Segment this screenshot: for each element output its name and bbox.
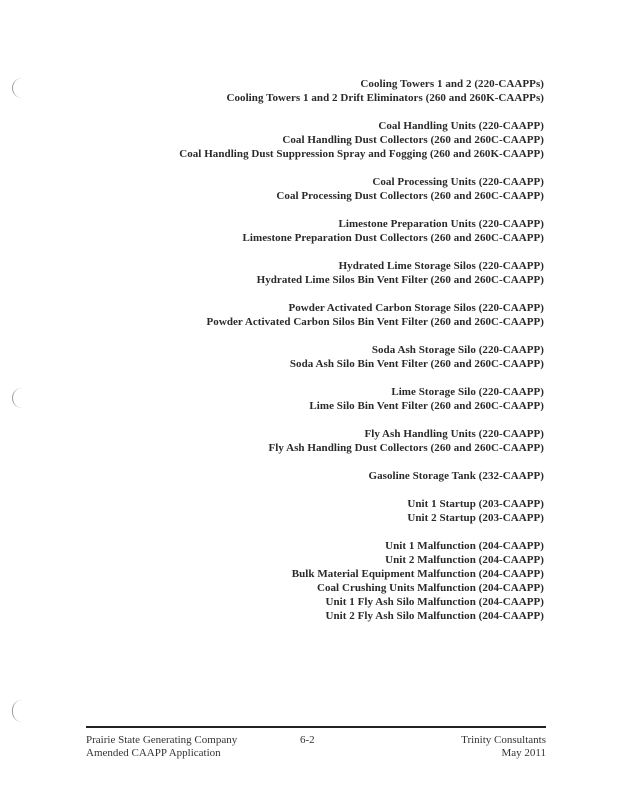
list-item: Bulk Material Equipment Malfunction (204-CAAPP) <box>291 568 544 580</box>
list-item: Powder Activated Carbon Silos Bin Vent Filter (260 and 260C-CAAPP) <box>206 316 544 328</box>
list-item: Coal Processing Units (220-CAAPP) <box>372 176 544 188</box>
list-item: Soda Ash Silo Bin Vent Filter (260 and 260C-CAAPP) <box>289 358 544 370</box>
list-item: Hydrated Lime Silos Bin Vent Filter (260 and 260C-CAAPP) <box>256 274 544 286</box>
list-item: Unit 2 Startup (203-CAAPP) <box>407 512 544 524</box>
footer-divider <box>86 726 546 728</box>
list-item: Coal Handling Dust Suppression Spray and Fogging (260 and 260K-CAAPP) <box>179 148 544 160</box>
list-item: Limestone Preparation Units (220-CAAPP) <box>338 218 544 230</box>
list-group-limestone <box>24 217 544 245</box>
list-item: Lime Silo Bin Vent Filter (260 and 260C-CAAPP) <box>309 400 544 412</box>
list-item: Limestone Preparation Dust Collectors (260 and 260C-CAAPP) <box>242 232 544 244</box>
list-item: Lime Storage Silo (220-CAAPP) <box>391 386 544 398</box>
list-group-fly-ash <box>24 427 544 455</box>
footer-document-title: Amended CAAPP Application <box>86 747 221 759</box>
list-item: Cooling Towers 1 and 2 Drift Eliminators (260 and 260K-CAAPPs) <box>226 92 544 104</box>
list-item: Coal Handling Dust Collectors (260 and 260C-CAAPP) <box>282 134 544 146</box>
list-group-soda-ash <box>24 343 544 371</box>
list-group-coal-handling <box>24 119 544 161</box>
list-item: Fly Ash Handling Units (220-CAAPP) <box>364 428 544 440</box>
list-item: Fly Ash Handling Dust Collectors (260 and 260C-CAAPP) <box>268 442 544 454</box>
list-group-malfunction <box>24 539 544 623</box>
list-group-activated-carbon <box>24 301 544 329</box>
list-item: Powder Activated Carbon Storage Silos (220-CAAPP) <box>288 302 544 314</box>
list-group-gasoline <box>24 469 544 483</box>
list-item: Coal Processing Dust Collectors (260 and 260C-CAAPP) <box>276 190 544 202</box>
footer-date: May 2011 <box>501 747 546 759</box>
list-item: Unit 1 Malfunction (204-CAAPP) <box>385 540 544 552</box>
list-item: Cooling Towers 1 and 2 (220-CAAPPs) <box>360 78 544 90</box>
list-group-cooling-towers <box>24 77 544 105</box>
list-item: Unit 1 Fly Ash Silo Malfunction (204-CAAPP) <box>325 596 544 608</box>
footer-left <box>86 734 237 760</box>
form-list <box>24 77 544 637</box>
list-item: Gasoline Storage Tank (232-CAAPP) <box>368 470 544 482</box>
footer-company: Prairie State Generating Company <box>86 734 238 746</box>
list-group-coal-processing <box>24 175 544 203</box>
list-item: Unit 2 Fly Ash Silo Malfunction (204-CAAPP) <box>325 610 544 622</box>
binder-hole-mark-bottom <box>12 700 23 722</box>
list-group-lime-storage <box>24 385 544 413</box>
binder-hole-mark-top <box>12 78 23 98</box>
footer-consultant: Trinity Consultants <box>461 734 546 746</box>
list-item: Hydrated Lime Storage Silos (220-CAAPP) <box>338 260 544 272</box>
binder-hole-mark-middle <box>12 388 23 408</box>
page-number: 6-2 <box>300 734 315 746</box>
list-item: Coal Crushing Units Malfunction (204-CAAPP) <box>316 582 544 594</box>
list-item: Soda Ash Storage Silo (220-CAAPP) <box>371 344 544 356</box>
list-item: Coal Handling Units (220-CAAPP) <box>378 120 544 132</box>
list-item: Unit 2 Malfunction (204-CAAPP) <box>385 554 544 566</box>
footer-right <box>461 734 546 760</box>
list-item: Unit 1 Startup (203-CAAPP) <box>407 498 544 510</box>
list-group-startup <box>24 497 544 525</box>
list-group-hydrated-lime <box>24 259 544 287</box>
